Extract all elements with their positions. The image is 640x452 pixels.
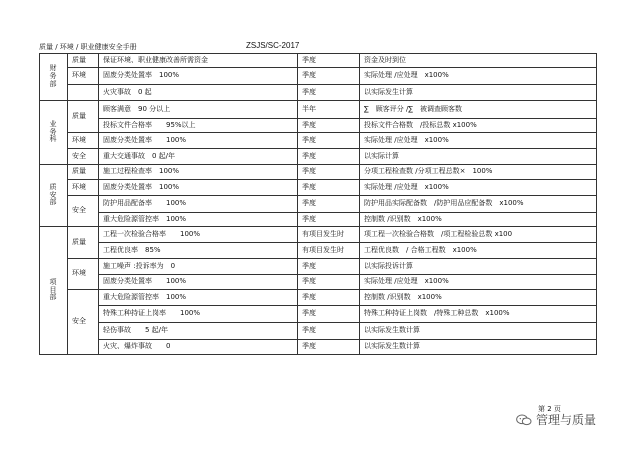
target-cell: 轻伤事故 5 起/年 — [99, 323, 298, 340]
category-cell — [68, 85, 99, 101]
table-row — [40, 227, 597, 243]
table-row — [40, 133, 597, 149]
calculation-method-cell: 控制数 /识别数 x100% — [360, 213, 597, 227]
table-row — [40, 180, 597, 196]
frequency-cell: 季度 — [298, 323, 360, 340]
frequency-cell: 季度 — [298, 119, 360, 133]
frequency-cell: 季度 — [298, 196, 360, 213]
table-row — [40, 85, 597, 101]
table-row — [40, 101, 597, 119]
target-cell: 固废分类处置率 100% — [99, 180, 298, 196]
frequency-cell: 半年 — [298, 101, 360, 119]
target-cell: 特殊工种持证上岗率 100% — [99, 306, 298, 323]
category-cell: 质量 — [68, 227, 99, 259]
calculation-method-cell: ∑ 顾客评分 /∑ 被调查顾客数 — [360, 101, 597, 119]
target-cell: 顾客满意 90 分以上 — [99, 101, 298, 119]
table-row — [40, 340, 597, 355]
table-row — [40, 149, 597, 165]
calculation-method-cell: 防护用品实际配备数 /防护用品应配备数 x100% — [360, 196, 597, 213]
target-cell: 保证环境、职业健康改善所需资金 — [99, 54, 298, 68]
target-cell: 工程一次检验合格率 100% — [99, 227, 298, 243]
frequency-cell: 有项目发生时 — [298, 243, 360, 259]
manual-title: 质量 / 环境 / 职业健康安全手册 — [39, 43, 137, 51]
objectives-table-body — [40, 54, 597, 355]
target-cell: 固废分类处置率 100% — [99, 68, 298, 85]
frequency-cell: 季度 — [298, 290, 360, 306]
table-row — [40, 323, 597, 340]
frequency-cell: 季度 — [298, 133, 360, 149]
calculation-method-cell: 控制数 /识别数 x100% — [360, 290, 597, 306]
document-code: ZSJS/SC-2017 — [246, 41, 300, 50]
frequency-cell: 季度 — [298, 54, 360, 68]
frequency-cell: 有项目发生时 — [298, 227, 360, 243]
calculation-method-cell: 以实际发生数计算 — [360, 323, 597, 340]
table-row — [40, 243, 597, 259]
brand-name: 管理与质量 — [536, 413, 597, 427]
calculation-method-cell: 以实际投诉计算 — [360, 259, 597, 275]
category-cell: 安全 — [68, 196, 99, 227]
department-cell: 质 安 部 — [40, 165, 68, 227]
department-cell: 财 务 部 — [40, 54, 68, 101]
department-cell: 项 目 部 — [40, 227, 68, 355]
category-cell: 质量 — [68, 101, 99, 133]
calculation-method-cell: 实际处理 /应处理 x100% — [360, 275, 597, 290]
frequency-cell: 季度 — [298, 259, 360, 275]
category-cell: 环境 — [68, 68, 99, 85]
document-header — [0, 40, 640, 54]
page-number: 第 2 页 — [538, 405, 561, 413]
table-row — [40, 213, 597, 227]
frequency-cell: 季度 — [298, 68, 360, 85]
frequency-cell: 季度 — [298, 180, 360, 196]
calculation-method-cell: 实际处理 /应处理 x100% — [360, 180, 597, 196]
calculation-method-cell: 分项工程检查数 /分项工程总数× 100% — [360, 165, 597, 180]
target-cell: 施工噪声 :投诉率为 0 — [99, 259, 298, 275]
calculation-method-cell: 实际处理 /应处理 x100% — [360, 68, 597, 85]
table-row — [40, 196, 597, 213]
target-cell: 重大危险源管控率 100% — [99, 213, 298, 227]
target-cell: 投标文件合格率 95%以上 — [99, 119, 298, 133]
table-row — [40, 119, 597, 133]
table-row — [40, 306, 597, 323]
brand-watermark — [516, 411, 596, 428]
table-row — [40, 275, 597, 290]
calculation-method-cell: 以实际发生数计算 — [360, 340, 597, 355]
frequency-cell: 季度 — [298, 306, 360, 323]
target-cell: 工程优良率 85% — [99, 243, 298, 259]
target-cell: 施工过程检查率 100% — [99, 165, 298, 180]
target-cell: 防护用品配备率 100% — [99, 196, 298, 213]
frequency-cell: 季度 — [298, 213, 360, 227]
target-cell: 固废分类处置率 100% — [99, 133, 298, 149]
category-cell: 环境 — [68, 180, 99, 196]
calculation-method-cell: 投标文件合格数 /投标总数 x100% — [360, 119, 597, 133]
frequency-cell: 季度 — [298, 340, 360, 355]
table-row — [40, 259, 597, 275]
table-row — [40, 68, 597, 85]
target-cell: 火灾事故 0 起 — [99, 85, 298, 101]
target-cell: 固废分类处置率 100% — [99, 275, 298, 290]
target-cell: 重大交通事故 0 起/年 — [99, 149, 298, 165]
calculation-method-cell: 资金及时到位 — [360, 54, 597, 68]
calculation-method-cell: 以实际计算 — [360, 149, 597, 165]
frequency-cell: 季度 — [298, 275, 360, 290]
category-cell: 环境 — [68, 259, 99, 290]
objectives-table — [39, 53, 597, 355]
calculation-method-cell: 工程优良数 / 合格工程数 x100% — [360, 243, 597, 259]
table-row — [40, 290, 597, 306]
category-cell: 质量 — [68, 54, 99, 68]
category-cell: 安全 — [68, 290, 99, 355]
frequency-cell: 季度 — [298, 165, 360, 180]
frequency-cell: 季度 — [298, 149, 360, 165]
calculation-method-cell: 特殊工种持证上岗数 /特殊工种总数 x100% — [360, 306, 597, 323]
frequency-cell: 季度 — [298, 85, 360, 101]
calculation-method-cell: 项工程一次检验合格数 /项工程检验总数 x100 — [360, 227, 597, 243]
category-cell: 安全 — [68, 149, 99, 165]
wechat-icon — [516, 414, 532, 426]
calculation-method-cell: 以实际发生计算 — [360, 85, 597, 101]
table-row — [40, 165, 597, 180]
target-cell: 火灾、爆炸事故 0 — [99, 340, 298, 355]
department-cell: 业 务 科 — [40, 101, 68, 165]
calculation-method-cell: 实际处理 /应处理 x100% — [360, 133, 597, 149]
category-cell: 质量 — [68, 165, 99, 180]
target-cell: 重大危险源管控率 100% — [99, 290, 298, 306]
table-row — [40, 54, 597, 68]
category-cell: 环境 — [68, 133, 99, 149]
